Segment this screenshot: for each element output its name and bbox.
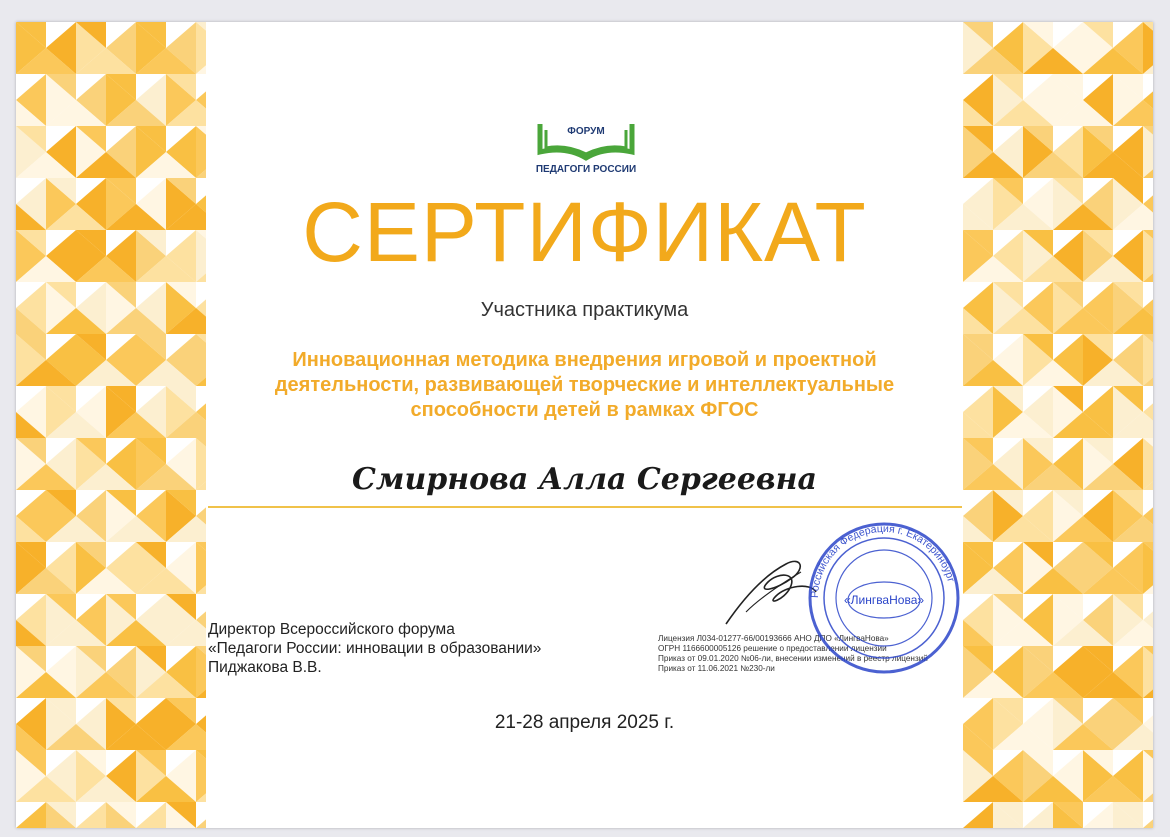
border-pattern-tile [196,646,206,698]
border-pattern-tile [1143,126,1153,178]
certificate-page [16,22,1153,828]
border-pattern-tile [196,750,206,802]
topic-line: способности детей в рамках ФГОС [410,399,759,421]
border-pattern-tile [196,438,206,490]
border-pattern-tile [16,802,46,828]
organization-stamp [804,518,964,678]
certificate-title: СЕРТИФИКАТ [302,185,867,279]
border-pattern-tile [196,22,206,74]
recipient-name: Смирнова Алла Сергеевна [352,462,817,497]
name-underline [208,506,962,508]
license-line: Приказ от 09.01.2020 №06-ли, внесении изменений в реестр лицензий [658,654,928,663]
border-pattern-tile [1083,802,1113,828]
director-block [208,620,541,677]
director-line: Директор Всероссийского форума [208,621,455,638]
director-line: «Педагоги России: инновации в образовании» [208,640,542,657]
left-decorative-border [16,22,206,828]
border-pattern-tile [1143,542,1153,594]
topic-line: Инновационная методика внедрения игровой и проектной [292,349,877,371]
border-pattern-tile [196,126,206,178]
course-topic [216,348,953,423]
border-pattern-tile [1143,750,1153,802]
border-pattern-tile [1143,230,1153,282]
svg-text:Российская Федерация г. Екатер [809,523,957,598]
border-pattern-tile [196,802,206,828]
border-pattern-tile [1023,802,1053,828]
border-pattern-tile [1143,438,1153,490]
border-pattern-tile [1143,646,1153,698]
border-pattern-tile [1143,22,1153,74]
border-pattern-tile [1143,802,1153,828]
stamp-center-text: «ЛингваНова» [843,593,925,607]
border-pattern-tile [1143,334,1153,386]
border-pattern-tile [76,802,106,828]
border-pattern-tile [196,230,206,282]
topic-line: деятельности, развивающей творческие и интеллектуальные [274,374,895,396]
certificate-date: 21-28 апреля 2025 г. [494,712,675,733]
logo-forum-text: ФОРУМ [567,126,605,137]
border-pattern-tile [136,802,166,828]
right-decorative-border [963,22,1153,828]
stamp-ring-text: Российская Федерация г. Екатеринбург [808,522,957,599]
logo-subtitle-text: ПЕДАГОГИ РОССИИ [535,164,637,175]
director-name: Пиджакова В.В. [208,659,322,676]
forum-logo [526,114,646,180]
license-line: Приказ от 11.06.2021 №230-ли [658,664,775,673]
license-line: ОГРН 1166600005126 решение о предоставлении лицензии [658,644,887,653]
border-pattern-tile [963,802,993,828]
certificate-subtitle: Участника практикума [480,299,689,321]
license-line: Лицензия Л034-01277-66/00193666 АНО ДПО «ЛингваНова» [658,634,889,643]
border-pattern-tile [196,542,206,594]
border-pattern-tile [196,334,206,386]
